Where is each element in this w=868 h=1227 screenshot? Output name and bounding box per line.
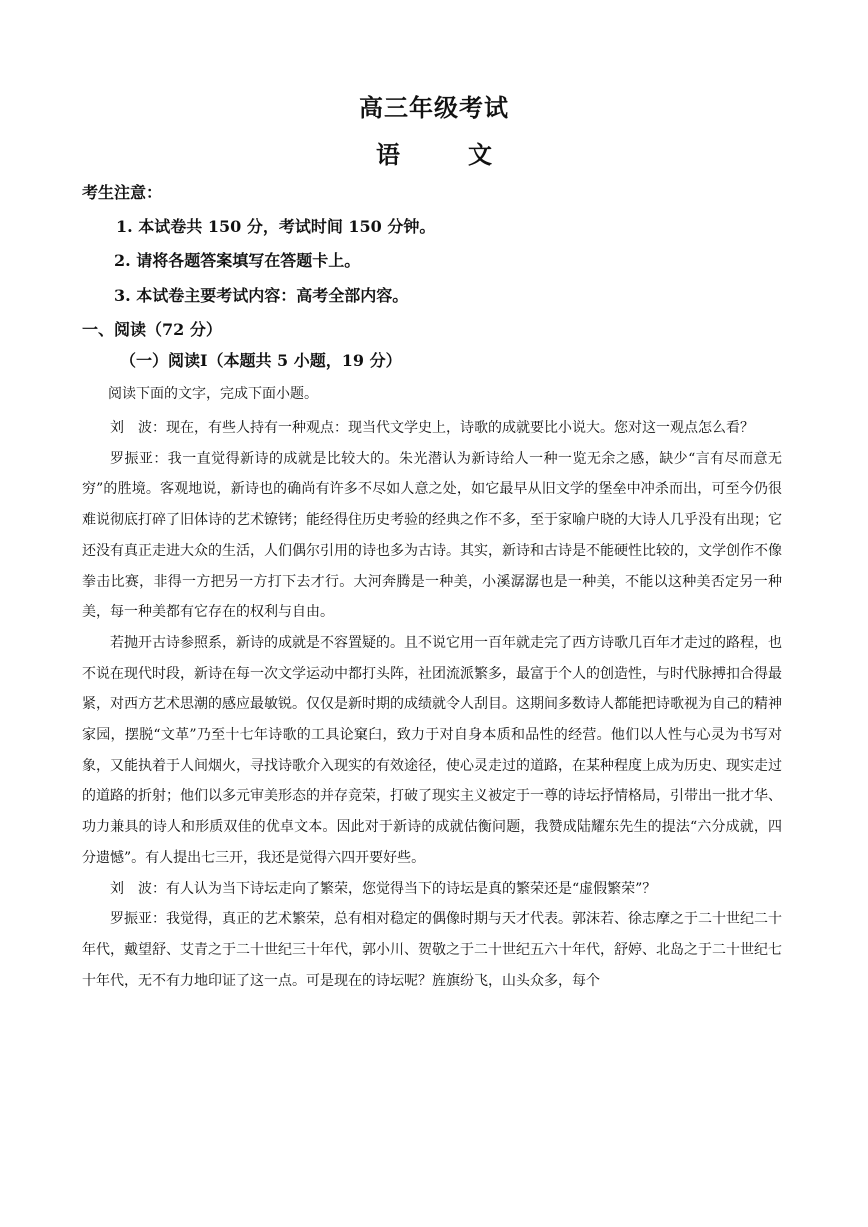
passage-paragraph: 刘 波：现在，有些人持有一种观点：现当代文学史上，诗歌的成就要比小说大。您对这一观点怎么看？ bbox=[110, 420, 754, 436]
passage-paragraph: 罗振亚：我一直觉得新诗的成就是比较大的。朱光潜认为新诗给人一种一览无余之感，缺少“言有尽而意无穷”的胜境。客观地说，新诗也的确尚有许多不尽如人意之处，如它最早从旧文学的堡垒中冲杀而出，可至今仍很难说彻底打碎了旧体诗的艺术镣铐；能经得住历史考验的经典之作不多，至于家喻户晓的大诗人几乎没有出现；它还没有真正走进大众的生活，人们偶尔引用的诗也多为古诗。其实，新诗和古诗是不能硬性比较的，文学创作不像拳击比赛，非得一方把另一方打下去才行。大河奔腾是一种美，小溪潺潺也是一种美，不能以这种美否定另一种美，每一种美都有它存在的权利与自由。 bbox=[82, 450, 782, 621]
passage-paragraph: 若抛开古诗参照系，新诗的成就是不容置疑的。且不说它用一百年就走完了西方诗歌几百年才走过的路程，也不说在现代时段，新诗在每一次文学运动中都打头阵，社团流派繁多，最富于个人的创造性，与时代脉搏扣合得最紧，对西方艺术思潮的感应最敏锐。仅仅是新时期的成绩就令人刮目。这期间多数诗人都能把诗歌视为自己的精神家园，摆脱“文革”乃至十七年诗歌的工具论窠臼，致力于对自身本质和品性的经营。他们以人性与心灵为书写对象，又能执着于人间烟火，寻找诗歌介入现实的有效途径，使心灵走过的道路，在某种程度上成为历史、现实走过的道路的折射；他们以多元审美形态的并存竞荣，打破了现实主义被定于一尊的诗坛抒情格局，引带出一批才华、功力兼具的诗人和形质双佳的优卓文本。因此对于新诗的成就估衡问题，我赞成陆耀东先生的提法“六分成就，四分遗憾”。有人提出七三开，我还是觉得六四开要好些。 bbox=[82, 634, 782, 866]
passage-paragraph: 刘 波：有人认为当下诗坛走向了繁荣，您觉得当下的诗坛是真的繁荣还是“虚假繁荣”？ bbox=[110, 880, 657, 897]
section-heading: 一、阅读（72 分） bbox=[82, 320, 222, 339]
notice-item-2: 2. 请将各题答案填写在答题卡上。 bbox=[114, 251, 361, 270]
exam-title: 高三年级考试 bbox=[359, 93, 509, 122]
passage-paragraph: 罗振亚：我觉得，真正的艺术繁荣，总有相对稳定的偶像时期与天才代表。郭沫若、徐志摩之于二十世纪二十年代，戴望舒、艾青之于二十世纪三十年代，郭小川、贺敬之于二十世纪五六十年代，舒婷、北岛之于二十世纪七十年代，无不有力地印证了这一点。可是现在的诗坛呢？旌旗纷飞，山头众多，每个 bbox=[82, 911, 782, 989]
subsection-heading: （一）阅读Ⅰ（本题共 5 小题，19 分） bbox=[120, 351, 402, 370]
notice-item-3: 3. 本试卷主要考试内容：高考全部内容。 bbox=[114, 286, 409, 305]
reading-instruction: 阅读下面的文字，完成下面小题。 bbox=[108, 386, 318, 402]
notice-item-1: 1. 本试卷共 150 分，考试时间 150 分钟。 bbox=[116, 217, 436, 236]
reading-passage bbox=[82, 413, 782, 996]
notice-heading: 考生注意： bbox=[82, 183, 163, 202]
subject-title: 语 文 bbox=[376, 140, 514, 169]
